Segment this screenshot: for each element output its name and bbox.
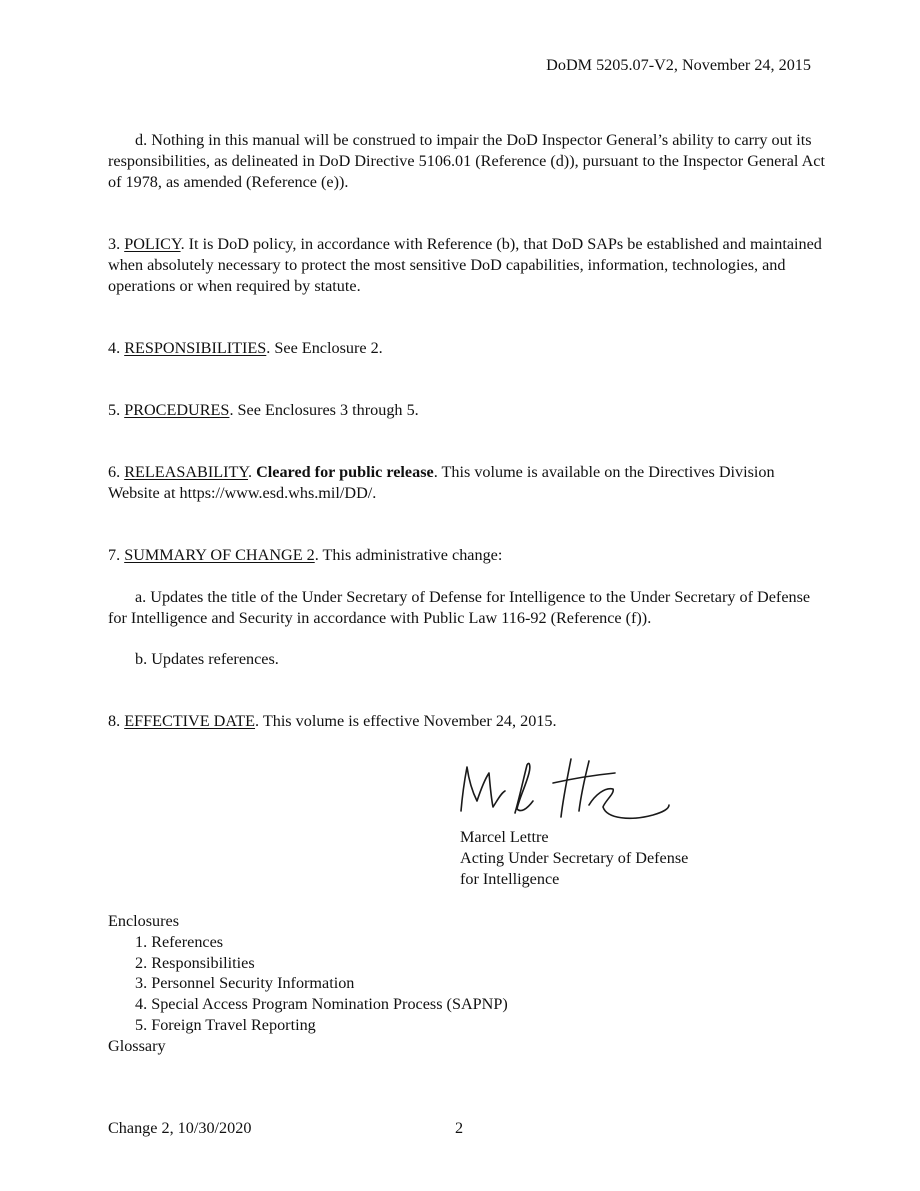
section-heading-policy: POLICY — [124, 235, 181, 253]
signature-block — [460, 827, 688, 889]
section-text: . This volume is effective November 24, 2015. — [255, 712, 557, 730]
section-effective-date — [108, 711, 828, 732]
section-text: . It is DoD policy, in accordance with Reference (b), that DoD SAPs be established and maintained when absolutely necessary to protect the most sensitive DoD capabilities, information, technologies, and operations or when required by statute. — [108, 235, 822, 295]
enclosure-item: 4. Special Access Program Nomination Process (SAPNP) — [135, 995, 508, 1014]
section-heading-responsibilities: RESPONSIBILITIES — [124, 339, 267, 357]
section-separator: . — [248, 463, 257, 481]
signatory-name: Marcel Lettre — [460, 828, 549, 846]
section-text: . This volume is available on the Directives Division Website at https://www.esd.whs.mil/DD/. — [108, 463, 775, 502]
footer-change-info: Change 2, 10/30/2020 — [108, 1119, 252, 1137]
enclosure-item: 3. Personnel Security Information — [135, 974, 355, 993]
glossary-label: Glossary — [108, 1036, 166, 1055]
section-text: . This administrative change: — [314, 546, 503, 564]
signatory-title: for Intelligence — [460, 869, 560, 888]
section-heading-procedures: PROCEDURES — [124, 401, 230, 419]
section-text: . See Enclosure 2. — [266, 339, 383, 357]
section-number: 3. — [108, 235, 125, 253]
signatory-title: Acting Under Secretary of Defense — [460, 848, 689, 867]
page-number: 2 — [455, 1119, 464, 1137]
document-header: DoDM 5205.07-V2, November 24, 2015 — [546, 56, 811, 74]
summary-item-a: a. Updates the title of the Under Secretary of Defense for Intelligence to the Under Secretary of Defense for Intelligence and Security in accordance with Public Law 116-92 (Reference (f)). — [108, 588, 811, 627]
enclosure-item: 1. References — [135, 932, 224, 951]
section-number: 5. — [108, 401, 125, 419]
handwritten-signature — [455, 755, 685, 827]
section-heading-effective-date: EFFECTIVE DATE — [124, 712, 256, 730]
section-procedures — [108, 400, 828, 421]
summary-item-b: b. Updates references. — [135, 650, 279, 668]
section-summary-of-change — [108, 545, 828, 566]
section-number: 6. — [108, 463, 125, 481]
paragraph-d: d. Nothing in this manual will be construed to impair the DoD Inspector General’s ability to carry out its responsibilities, as delineated in DoD Directive 5106.01 (Reference (d)), pursuant to the Inspector General Act of 1978, as amended (Reference (e)). — [108, 131, 825, 191]
section-number: 7. — [108, 546, 125, 564]
section-number: 8. — [108, 712, 125, 730]
section-releasability — [108, 462, 828, 504]
section-policy — [108, 234, 828, 296]
enclosures-label: Enclosures — [108, 912, 180, 930]
section-heading-releasability: RELEASABILITY — [124, 463, 248, 481]
enclosure-item: 2. Responsibilities — [135, 953, 255, 972]
release-statement: Cleared for public release — [256, 463, 434, 481]
section-text: . See Enclosures 3 through 5. — [229, 401, 419, 419]
enclosures-list — [108, 911, 508, 1057]
section-number: 4. — [108, 339, 125, 357]
enclosure-item: 5. Foreign Travel Reporting — [135, 1015, 316, 1034]
section-heading-summary: SUMMARY OF CHANGE 2 — [124, 546, 315, 564]
section-responsibilities — [108, 338, 828, 359]
